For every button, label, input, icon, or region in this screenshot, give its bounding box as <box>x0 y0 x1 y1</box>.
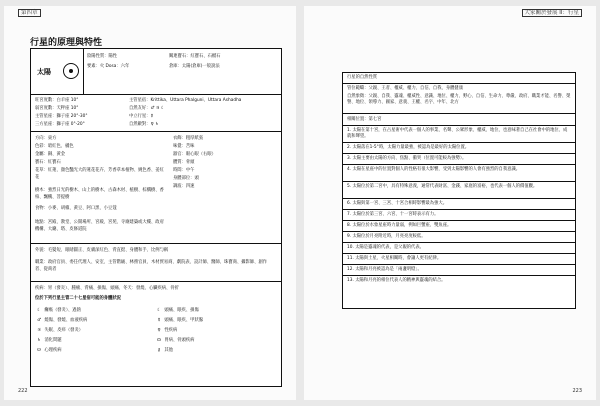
note-6: 6. 太陽與第一宮、三宮、十宮合相時影響最為強大。 <box>347 201 447 206</box>
disease-sym-2: ♂ <box>37 318 41 323</box>
sun-icon-dot <box>69 69 73 73</box>
note-5: 5. 太陽位於第二宮中，具有特殊意義，通常代表財富、金錢、家庭的富裕，也代表一個人的價值觀。 <box>347 184 538 189</box>
attr-r5: 時間：中午 <box>173 168 195 173</box>
note-7: 7. 太陽位於第三宮、六宮、十一宮時表示有力。 <box>347 212 439 217</box>
disease-text-1: 頭痛、眼疾、損傷 <box>164 308 199 313</box>
sun-mid-r4: 自然敵對：♀ ♄ <box>129 122 159 127</box>
sun-mid-l4: 三方星座：獅子座 0°-20° <box>35 122 85 127</box>
attr-2: 色彩：暗紅色、橘色 <box>35 144 74 149</box>
disease-sym-1: ☾ <box>157 308 161 313</box>
disease-sub: 位於下列行星主管二十七星宿可能的身體狀況 <box>35 296 121 301</box>
disease-sym-7: ☊ <box>157 338 161 343</box>
rdiv-11 <box>343 264 575 265</box>
divider-1 <box>31 94 281 95</box>
attr-3: 金屬：銅、黃金 <box>35 152 66 157</box>
sun-badge <box>31 49 84 94</box>
note-9: 9. 太陽位於月亮附近時，月亮亮度較低。 <box>347 234 426 239</box>
note-10: 10. 太陽是靈魂的代表，是父親的代表。 <box>347 245 424 250</box>
sun-mid-l1: 旺宮度數：白羊座 10° <box>35 98 79 103</box>
rdiv-0 <box>343 125 575 126</box>
page-title: 行星的原理與特性 <box>30 38 103 48</box>
attr-r1: 衣飾：粗厚紙張 <box>173 136 204 141</box>
attr-6: 樹木：強烈日光的樹木、山上的樹木、古森木材、植樹、棕櫚樹、香柏、飄楓、菩提樹 <box>35 188 164 200</box>
disease-text-4: 失眠、皮疹（發炎） <box>44 328 84 333</box>
chapter-tag: 第四章 <box>18 9 41 17</box>
rdiv-12 <box>343 275 575 276</box>
note-0: 相關位置：第七宮 <box>347 117 382 122</box>
attr-r6: 身體部位：頭 <box>173 176 199 181</box>
attr-8: 地點：宮殿、教堂、公開場所、宮殿、宮苑、寺廟建築或大樓、政府機構、大廳、塔、皮修道院 <box>35 220 164 232</box>
disease-text-2: 燒傷、發燒、血液疾病 <box>44 318 88 323</box>
right-page-number: 223 <box>572 388 582 394</box>
note-2: 2. 太陽落在1-5°時，太陽力量最強，被認為是最好的太陽位置。 <box>347 145 470 150</box>
note-3: 3. 太陽主要由太陽的方向、焦點、衝突（位置可能較為強勢）。 <box>347 156 467 161</box>
note-13: 13. 太陽和月亮的相位代表人的精神與靈魂的結合。 <box>347 278 446 283</box>
traits-0: 管位範疇：父親、王者、權威、權力、自信、自我、身體健康 <box>347 86 464 91</box>
left-page-number: 222 <box>18 388 28 394</box>
note-1: 1. 太陽在第十宮，在占星術中代表一個人的事業、名聲、公眾形象、權威、地位，也意味著自己在社會中的地位、成就和聲望。 <box>347 128 568 139</box>
rdiv-6 <box>343 209 575 210</box>
note-12: 12. 太陽和月亮被認為是「兩盞明燈」。 <box>347 267 422 272</box>
chapter-tag-right: 大家關於發展 II：行星 <box>522 9 583 17</box>
divider-4 <box>31 281 281 282</box>
disease-text-3: 頭痛、眼疾、甲狀腺 <box>164 318 204 323</box>
rdiv-7 <box>343 220 575 221</box>
rdiv-10 <box>343 253 575 254</box>
appearance-text: 外貌：毛髮短、眼睛圓正、皮膚深紅色、背直挺、身體和手、比例勻稱 <box>35 248 169 253</box>
disease-sym-9: ⚷ <box>157 348 161 353</box>
sun-top-r2: 關連寶石：紅寶石、石榴石 <box>169 54 221 59</box>
rdiv-1 <box>343 142 575 143</box>
disease-text-5: 性疾病 <box>164 328 178 333</box>
rdiv-2 <box>343 153 575 154</box>
attr-1: 方向：東方 <box>35 136 57 141</box>
divider-2 <box>31 131 281 132</box>
sun-label: 太陽 <box>37 68 51 76</box>
attr-7: 食物：小麥、胡椒、黃豆、阿口黑、小豆蔻 <box>35 206 117 211</box>
sun-mid-r2: 自然友好：♂ ♃ ☾ <box>129 106 165 111</box>
left-page <box>4 6 296 400</box>
sun-mid-l3: 主管星座：獅子座 20°-30° <box>35 114 88 119</box>
note-4: 4. 太陽在星座中的位置對個人的性格有很大影響，受到太陽影響的人會有強烈的自我意識。 <box>347 167 521 172</box>
traits-1: 自然象徵：父親、自我、靈魂、權威性、意識、地位、權力、野心、自信、生命力、尊嚴、政府、職業才能、名譽、榮譽、地位、領導力、國家、意義、王權、名字、中年、北方 <box>347 94 571 105</box>
disease-text-0: 癱瘓（發炎）、過熱 <box>44 308 81 313</box>
divider-3 <box>31 243 281 244</box>
rdiv-8 <box>343 231 575 232</box>
note-8: 8. 太陽位於水象星座時力量弱，例如巨蟹座、雙魚座。 <box>347 223 452 228</box>
career-text: 職業：政府官員、委任代理人、安室、主管階級、林務官員、木材貿易商、劇院表、設計師、醫師、珠寶商、攝影師、創作者、從商者 <box>35 260 268 272</box>
sun-card <box>30 48 282 387</box>
planet-nature-title: 行星的自然性質 <box>347 75 378 80</box>
sun-mid-r1: 主管星宿：Krittika、Uttara Phalguni、Uttara Ashadha <box>129 98 242 103</box>
disease-text-6: 消化問題 <box>44 338 62 343</box>
rdiv-5 <box>343 198 575 199</box>
note-11: 11. 太陽與土星、火星相關時，會讓人更有紀律。 <box>347 256 442 261</box>
left-page-header <box>18 8 41 16</box>
disease-sym-3: ☿ <box>157 318 161 323</box>
attr-r2: 味覺：苦味 <box>173 144 195 149</box>
disease-text-7: 胃病、骨頭疾病 <box>164 338 195 343</box>
disease-head: 疾病：胃（發炎）、腫瘤、背痛、損傷、頭痛、冬天：發燒、心臟疾病、骨折 <box>35 286 179 291</box>
disease-text-9: 其他 <box>164 348 173 353</box>
disease-sym-5: ♀ <box>157 328 161 333</box>
disease-sym-0: ☾ <box>37 308 41 313</box>
disease-sym-6: ♄ <box>37 338 41 343</box>
right-page <box>304 6 596 400</box>
rdiv-4 <box>343 181 575 182</box>
disease-sym-4: ♃ <box>37 328 41 333</box>
sun-mid-r3: 中立行星：☿ <box>129 114 154 119</box>
sun-icon <box>63 63 79 79</box>
sun-top-r4: 倉庫：太陽(倉庫)一般說法 <box>169 64 220 69</box>
disease-sym-8: ☋ <box>37 348 41 353</box>
rdiv-9 <box>343 242 575 243</box>
sun-top-r3: 要素：火 Dosa：六年 <box>87 64 130 69</box>
attr-r7: 調波：四速 <box>173 184 195 189</box>
sun-top-r1: 陰陽性質：陽性 <box>87 54 118 59</box>
attr-r4: 體質：骨頭 <box>173 160 195 165</box>
sun-mid-l2: 弱宮度數：天秤座 10° <box>35 106 79 111</box>
planet-nature-box <box>342 72 576 309</box>
planet-nature-traits <box>343 83 575 114</box>
attr-r3: 器官：眼心眼（右眼） <box>173 152 216 157</box>
right-page-header <box>522 8 583 16</box>
disease-text-8: 心理疾病 <box>44 348 62 353</box>
rdiv-3 <box>343 164 575 165</box>
attr-4: 寶石：紅寶石 <box>35 160 61 165</box>
attr-5: 花草：紅蓮、顏色豔光大的蓮花花卉、芳香草本植物、姚色香、姜紅花 <box>35 168 164 180</box>
